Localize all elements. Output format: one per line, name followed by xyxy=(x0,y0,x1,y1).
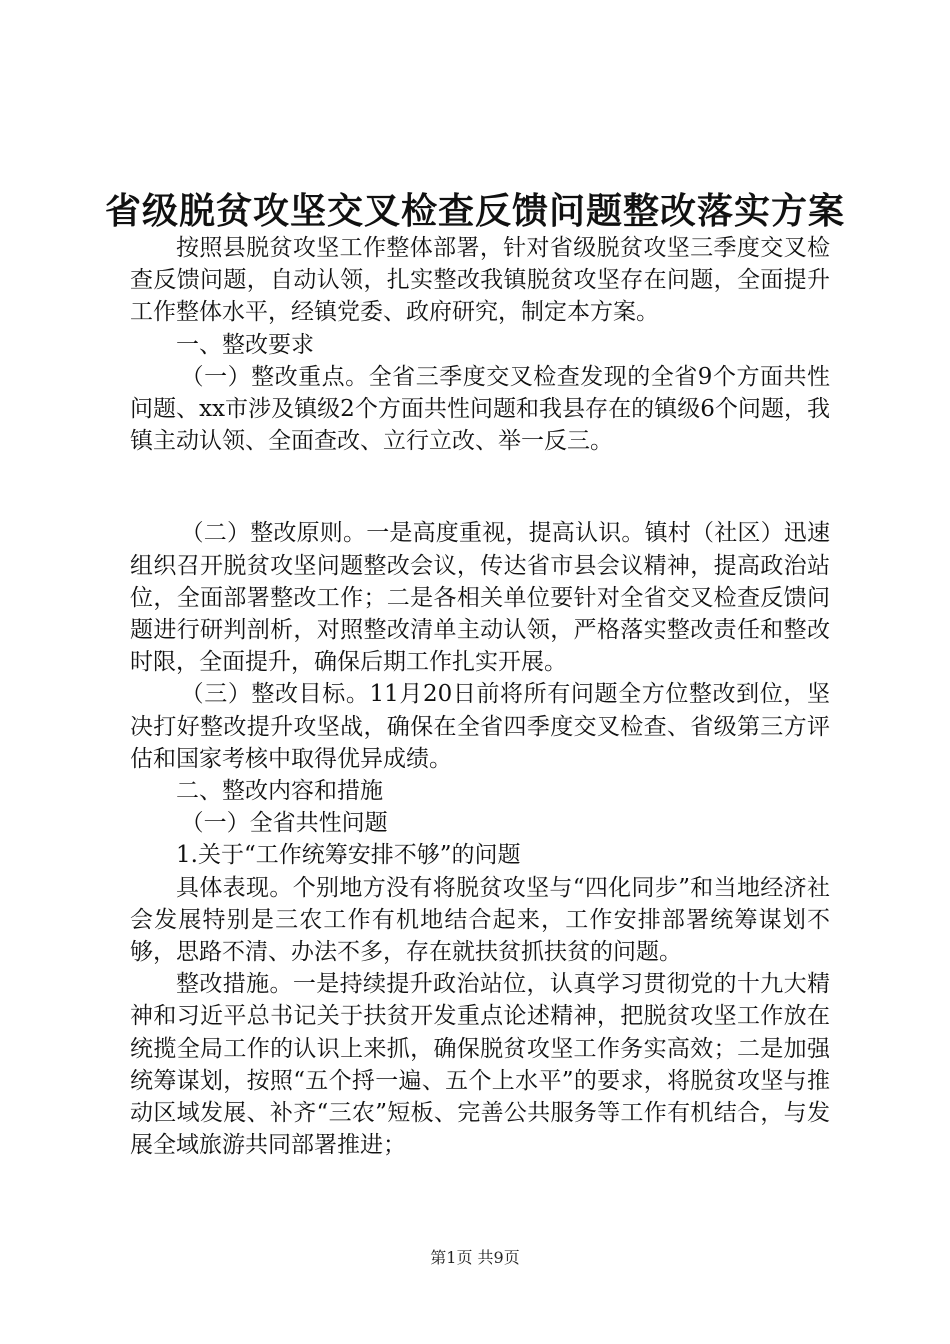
subsection-heading-common-issues: （一）全省共性问题 xyxy=(180,810,388,837)
paragraph-principles: （二）整改原则。一是高度重视，提高认识。镇村（社区）迅速组织召开脱贫攻坚问题整改会议，传达省市县会议精神，提高政治站位，全面部署整改工作；二是各相关单位要针对全省交叉检查反馈问题进行研判剖析，对照整改清单主动认领，严格落实整改责任和整改时限，全面提升，确保后期工作扎实开展。 xyxy=(130,520,830,676)
intro-paragraph: 按照县脱贫攻坚工作整体部署，针对省级脱贫攻坚三季度交叉检查反馈问题，自动认领，扎实整改我镇脱贫攻坚存在问题，全面提升工作整体水平，经镇党委、政府研究，制定本方案。 xyxy=(130,235,830,326)
paragraph-rectification-measures: 整改措施。一是持续提升政治站位，认真学习贯彻党的十九大精神和习近平总书记关于扶贫开发重点论述精神，把脱贫攻坚工作放在统揽全局工作的认识上来抓，确保脱贫攻坚工作务实高效；二是加强统筹谋划，按照“五个捋一遍、五个上水平”的要求，将脱贫攻坚与推动区域发展、补齐“三农”短板、完善公共服务等工作有机结合，与发展全域旅游共同部署推进； xyxy=(130,971,830,1159)
paragraph-goals: （三）整改目标。11月20日前将所有问题全方位整改到位，坚决打好整改提升攻坚战，确保在全省四季度交叉检查、省级第三方评估和国家考核中取得优异成绩。 xyxy=(130,681,830,772)
paragraph-specific-manifestation: 具体表现。个别地方没有将脱贫攻坚与“四化同步”和当地经济社会发展特别是三农工作有机地结合起来，工作安排部署统筹谋划不够，思路不清、办法不多，存在就扶贫抓扶贫的问题。 xyxy=(130,874,830,966)
paragraph-focus: （一）整改重点。全省三季度交叉检查发现的全省9个方面共性问题、xx市涉及镇级2个方面共性问题和我县存在的镇级6个问题，我镇主动认领、全面查改、立行立改、举一反三。 xyxy=(130,363,830,455)
document-title: 省级脱贫攻坚交叉检查反馈问题整改落实方案 xyxy=(104,190,845,232)
section-heading-measures: 二、整改内容和措施 xyxy=(176,778,383,805)
document-body xyxy=(130,232,830,1161)
blank-line xyxy=(130,457,830,517)
section-heading-requirements: 一、整改要求 xyxy=(176,331,314,358)
page-number-footer: 第1页 共9页 xyxy=(430,1248,520,1267)
item-heading-1: 1.关于“工作统筹安排不够”的问题 xyxy=(176,842,521,869)
